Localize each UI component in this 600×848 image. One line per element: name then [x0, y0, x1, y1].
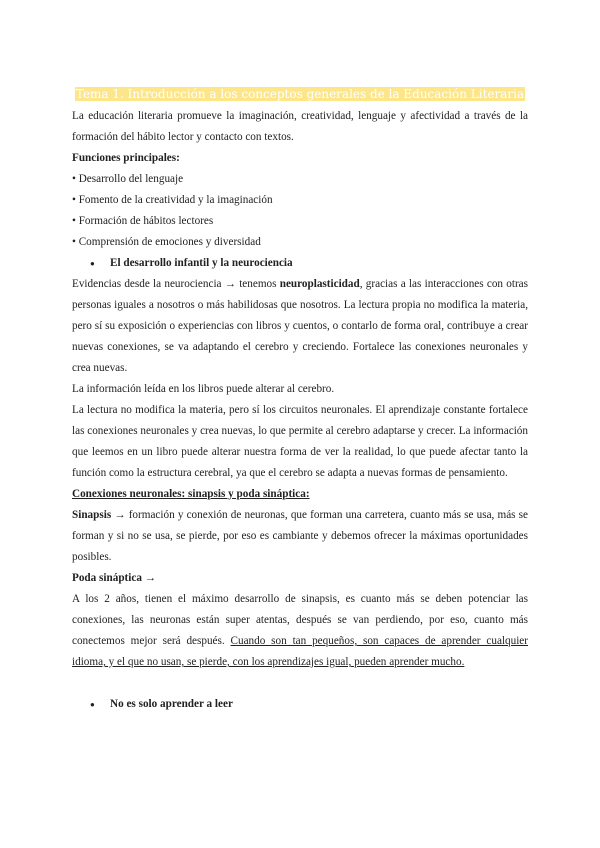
poda-paragraph: [72, 589, 528, 673]
document-body: [72, 84, 528, 715]
lectura-paragraph: La lectura no modifica la materia, pero sí los circuitos neuronales. El aprendizaje constante fortalece las conexiones neuronales y crea nuevas, lo que permite al cerebro adaptarse y crecer. La información que leemos en un libro puede alterar nuestra forma de ver la realidad, lo que puede afectar tanto la función como la estructura cerebral, ya que el cerebro se adapta a nuevas formas de pensamiento.: [72, 404, 528, 479]
poda-heading: [72, 568, 528, 589]
bullet-dot-icon: ●: [90, 259, 95, 268]
section-heading-neurociencia: [72, 253, 528, 274]
sinapsis-paragraph: [72, 505, 528, 568]
funciones-heading: Funciones principales:: [72, 152, 180, 164]
document-title: [72, 84, 528, 105]
keyword-sinapsis: Sinapsis: [72, 509, 112, 521]
intro-paragraph: La educación literaria promueve la imaginación, creatividad, lenguaje y afectividad a través de la formación del hábito lector y contacto con textos.: [72, 110, 528, 143]
blank-line: [72, 673, 528, 694]
poda-arrow: →: [141, 572, 156, 584]
section-heading-text: El desarrollo infantil y la neurociencia: [110, 257, 293, 269]
funciones-item: • Formación de hábitos lectores: [72, 215, 214, 227]
paragraph-text: , gracias a las interacciones con otras personas iguales a nosotros o más habilidosas que nosotros. La lectura propia no modifica la materia, pero sí su exposición o experiencias con libros y cuentos, o contarlo de forma oral, contribuye a crear nuevas conexiones, se va adaptando el cerebro y creciendo. Fortalece las conexiones neuronales y crea nuevas.: [72, 278, 528, 374]
paragraph-text: A los 2 años, tienen el máximo desarrollo de sinapsis, es cuanto más se deben potenciar las conexiones, las neuronas están super atentas, después se van perdiendo, por eso, cuanto más conectemos mejor será después.: [72, 593, 528, 647]
neuroplasticidad-paragraph: [72, 274, 528, 379]
underlined-text: Cuando son tan pequeños, son capaces de aprender cualquier idioma, y el que no usan, se pierde, con los aprendizajes igual, pueden aprender mucho.: [72, 635, 528, 668]
paragraph-text: Evidencias desde la neurociencia → tenemos: [72, 278, 280, 290]
funciones-list: [72, 169, 528, 253]
funciones-item: • Comprensión de emociones y diversidad: [72, 236, 261, 248]
bullet-dot-icon: ●: [90, 700, 95, 709]
conexiones-heading: Conexiones neuronales: sinapsis y poda sináptica:: [72, 488, 310, 500]
title-highlight: Tema 1. Introducción a los conceptos generales de la Educación Literaria: [75, 87, 525, 101]
funciones-item: • Fomento de la creatividad y la imaginación: [72, 194, 273, 206]
paragraph-text: → formación y conexión de neuronas, que forman una carretera, cuanto más se usa, más se forman y si no se usa, se pierde, por eso es cambiante y debemos ofrecer la máximas oportunidades posibles.: [72, 509, 528, 563]
poda-heading-text: Poda sináptica: [72, 572, 142, 584]
section-heading-leer: [72, 694, 528, 715]
section-heading-text: No es solo aprender a leer: [110, 698, 233, 710]
funciones-item: • Desarrollo del lenguaje: [72, 173, 184, 185]
keyword-neuroplasticidad: neuroplasticidad: [279, 278, 360, 290]
informacion-paragraph: La información leída en los libros puede alterar al cerebro.: [72, 383, 335, 395]
